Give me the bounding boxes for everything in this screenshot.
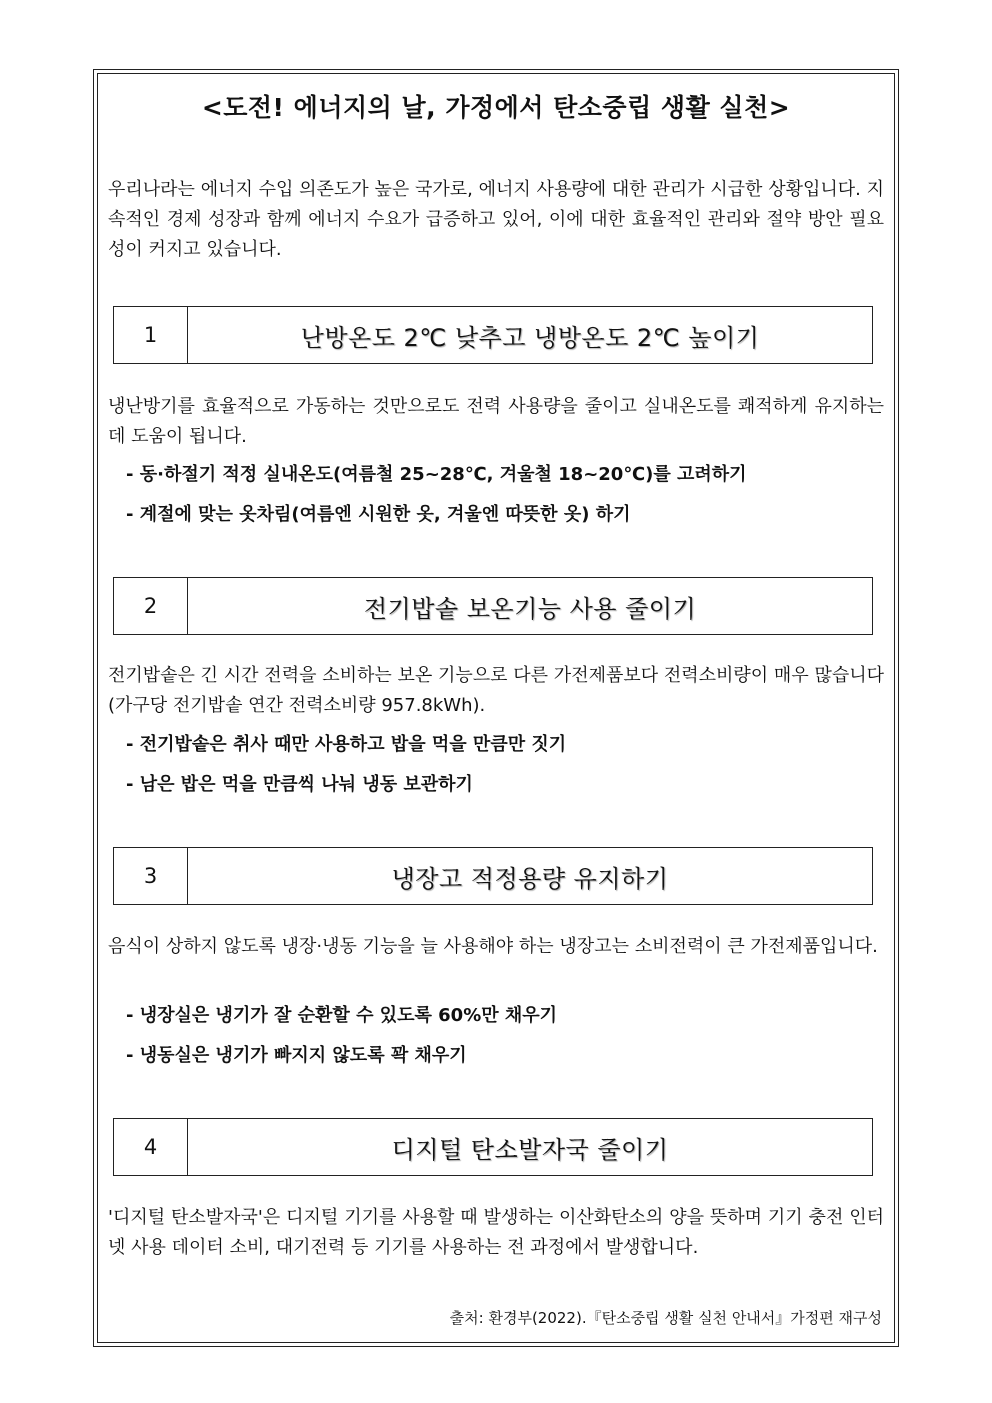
section-1-bullet: - 동·하절기 적정 실내온도(여름철 25~28℃, 겨울철 18~20℃)를 고려하기 (126, 464, 747, 485)
section-2-number: 2 (114, 578, 188, 634)
section-3-body: 음식이 상하지 않도록 냉장·냉동 기능을 늘 사용해야 하는 냉장고는 소비전력이 큰 가전제품입니다. (108, 936, 878, 957)
section-3-title: 냉장고 적정용량 유지하기 (391, 864, 669, 893)
section-4-body: '디지털 탄소발자국'은 디지털 기기를 사용할 때 발생하는 이산화탄소의 양을 뜻하며 기기 충전 인터넷 사용 데이터 소비, 대기전력 등 기기를 사용하는 전 과정에서 발생합니다. (108, 1207, 884, 1258)
section-1-number: 1 (114, 307, 188, 363)
section-1-body: 냉난방기를 효율적으로 가동하는 것만으로도 전력 사용량을 줄이고 실내온도를 쾌적하게 유지하는 데 도움이 됩니다. (108, 396, 884, 447)
section-2-body: 전기밥솥은 긴 시간 전력을 소비하는 보온 기능으로 다른 가전제품보다 전력소비량이 매우 많습니다(가구당 전기밥솥 연간 전력소비량 957.8kWh). (108, 665, 884, 716)
section-4-number: 4 (114, 1119, 188, 1175)
section-1-header (113, 306, 873, 364)
section-3-bullet: - 냉동실은 냉기가 빠지지 않도록 꽉 채우기 (126, 1045, 467, 1066)
section-4-header (113, 1118, 873, 1176)
section-3-number: 3 (114, 848, 188, 904)
section-1-bullet: - 계절에 맞는 옷차림(여름엔 시원한 옷, 겨울엔 따뜻한 옷) 하기 (126, 504, 631, 525)
section-4-title: 디지털 탄소발자국 줄이기 (391, 1135, 669, 1164)
page-title: <도전! 에너지의 날, 가정에서 탄소중립 생활 실천> (201, 93, 791, 122)
section-2-bullet: - 전기밥솥은 취사 때만 사용하고 밥을 먹을 만큼만 짓기 (126, 734, 567, 755)
source-citation: 출처: 환경부(2022).『탄소중립 생활 실천 안내서』가정편 재구성 (449, 1309, 882, 1327)
intro-paragraph: 우리나라는 에너지 수입 의존도가 높은 국가로, 에너지 사용량에 대한 관리가 시급한 상황입니다. 지속적인 경제 성장과 함께 에너지 수요가 급증하고 있어, 이에 대한 효율적인 관리와 절약 방안 필요성이 커지고 있습니다. (108, 179, 884, 260)
section-1-title: 난방온도 2℃ 낮추고 냉방온도 2℃ 높이기 (300, 323, 760, 352)
section-2-header (113, 577, 873, 635)
section-2-bullet: - 남은 밥은 먹을 만큼씩 나눠 냉동 보관하기 (126, 774, 473, 795)
section-3-bullet: - 냉장실은 냉기가 잘 순환할 수 있도록 60%만 채우기 (126, 1005, 558, 1026)
section-2-title: 전기밥솥 보온기능 사용 줄이기 (363, 594, 697, 623)
section-3-header (113, 847, 873, 905)
